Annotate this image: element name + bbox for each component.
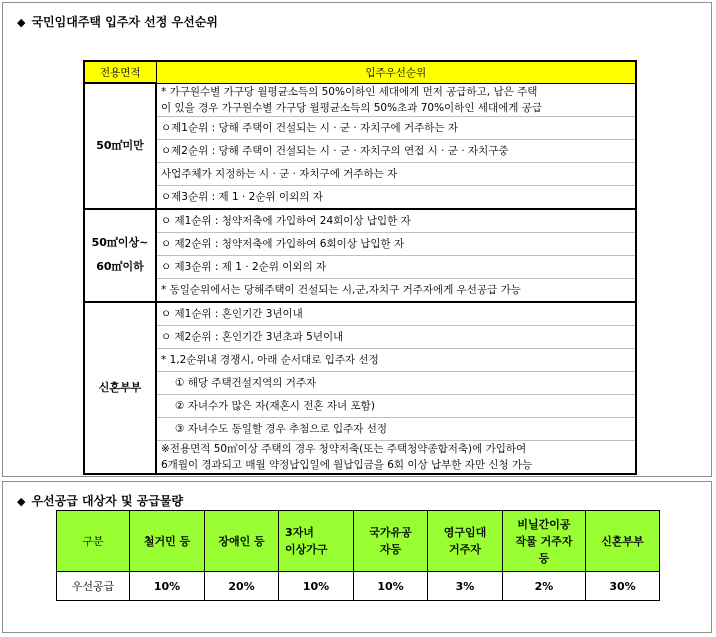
column-header: 구분 bbox=[57, 511, 130, 572]
table-row bbox=[84, 417, 636, 440]
category-cell: 신혼부부 bbox=[84, 302, 156, 474]
section-heading bbox=[17, 492, 183, 509]
rule-line: ㅇ 제1순위 : 혼인기간 3년이내 bbox=[156, 302, 636, 326]
table-row bbox=[84, 457, 636, 474]
table-cell: 3% bbox=[428, 572, 503, 601]
table-cell: 30% bbox=[586, 572, 660, 601]
table-cell: 2% bbox=[503, 572, 586, 601]
table-row bbox=[84, 325, 636, 348]
table-row bbox=[84, 348, 636, 371]
rule-line: ㅇ제1순위 : 당해 주택이 건설되는 시 · 군 · 자치구에 거주하는 자 bbox=[156, 116, 636, 139]
table-row bbox=[84, 232, 636, 255]
category-line: 60㎡이하 bbox=[96, 260, 144, 273]
rule-line: ※전용면적 50㎡이상 주택의 경우 청약저축(또는 주택청약종합저축)에 가입하여 bbox=[156, 440, 636, 457]
column-header: 비닐간이공 작물 거주자 등 bbox=[503, 511, 586, 572]
table-row bbox=[84, 209, 636, 233]
supply-table bbox=[56, 510, 660, 601]
table-cell: 10% bbox=[354, 572, 428, 601]
rule-line: ㅇ 제2순위 : 혼인기간 3년초과 5년이내 bbox=[156, 325, 636, 348]
rule-line: ㅇ 제1순위 : 청약저축에 가입하여 24회이상 납입한 자 bbox=[156, 209, 636, 233]
table-cell: 10% bbox=[130, 572, 205, 601]
column-header: 입주우선순위 bbox=[156, 61, 636, 83]
priority-panel bbox=[2, 2, 712, 477]
column-header: 철거민 등 bbox=[130, 511, 205, 572]
column-header: 전용면적 bbox=[84, 61, 156, 83]
table-row bbox=[84, 440, 636, 457]
section-title: 국민임대주택 입주자 선정 우선순위 bbox=[31, 15, 218, 29]
table-row bbox=[84, 394, 636, 417]
rule-line: ㅇ제3순위 : 제 1 · 2순위 이외의 자 bbox=[156, 185, 636, 209]
table-row bbox=[84, 255, 636, 278]
column-header: 국가유공 자등 bbox=[354, 511, 428, 572]
table-row bbox=[84, 139, 636, 162]
rule-line: * 가구원수별 가구당 월평균소득의 50%이하인 세대에게 먼저 공급하고, 남은 주택 bbox=[156, 83, 636, 100]
table-cell: 우선공급 bbox=[57, 572, 130, 601]
column-header: 3자녀 이상가구 bbox=[279, 511, 354, 572]
table-row bbox=[84, 185, 636, 209]
rule-line: * 동일순위에서는 당해주택이 건설되는 시,군,자치구 거주자에게 우선공급 가능 bbox=[156, 278, 636, 302]
rule-line: ① 해당 주택건설지역의 거주자 bbox=[156, 371, 636, 394]
section-title: 우선공급 대상자 및 공급물량 bbox=[31, 494, 184, 508]
table-row bbox=[84, 371, 636, 394]
table-row bbox=[84, 83, 636, 100]
table-header-row bbox=[84, 61, 636, 83]
rule-line: ㅇ제2순위 : 당해 주택이 건설되는 시 · 군 · 자치구의 연접 시 · 군 · 자치구중 bbox=[156, 139, 636, 162]
table-header-row bbox=[57, 511, 660, 572]
table-cell: 10% bbox=[279, 572, 354, 601]
category-cell bbox=[84, 209, 156, 302]
table-row bbox=[84, 278, 636, 302]
section-heading bbox=[17, 13, 218, 30]
category-cell: 50㎡미만 bbox=[84, 83, 156, 209]
diamond-bullet-icon: ◆ bbox=[17, 495, 26, 508]
rule-line: ③ 자녀수도 동일할 경우 추첨으로 입주자 선정 bbox=[156, 417, 636, 440]
category-line: 50㎡이상~ bbox=[91, 236, 149, 249]
diamond-bullet-icon: ◆ bbox=[17, 16, 26, 29]
table-cell: 20% bbox=[205, 572, 279, 601]
priority-table bbox=[83, 60, 637, 475]
rule-line: ② 자녀수가 많은 자(재혼시 전혼 자녀 포함) bbox=[156, 394, 636, 417]
rule-line: ㅇ 제3순위 : 제 1 · 2순위 이외의 자 bbox=[156, 255, 636, 278]
rule-line: * 1,2순위내 경쟁시, 아래 순서대로 입주자 선정 bbox=[156, 348, 636, 371]
rule-line: 사업주체가 지정하는 시 · 군 · 자치구에 거주하는 자 bbox=[156, 162, 636, 185]
column-header: 영구임대 거주자 bbox=[428, 511, 503, 572]
table-row bbox=[57, 572, 660, 601]
column-header: 장애인 등 bbox=[205, 511, 279, 572]
table-row bbox=[84, 116, 636, 139]
column-header: 신혼부부 bbox=[586, 511, 660, 572]
table-row bbox=[84, 100, 636, 117]
rule-line: 이 있을 경우 가구원수별 가구당 월평균소득의 50%초과 70%이하인 세대에게 공급 bbox=[156, 100, 636, 117]
table-row bbox=[84, 302, 636, 326]
rule-line: 6개월이 경과되고 매월 약정납입일에 월납입금을 6회 이상 납부한 자만 신청 가능 bbox=[156, 457, 636, 474]
table-row bbox=[84, 162, 636, 185]
rule-line: ㅇ 제2순위 : 청약저축에 가입하여 6회이상 납입한 자 bbox=[156, 232, 636, 255]
